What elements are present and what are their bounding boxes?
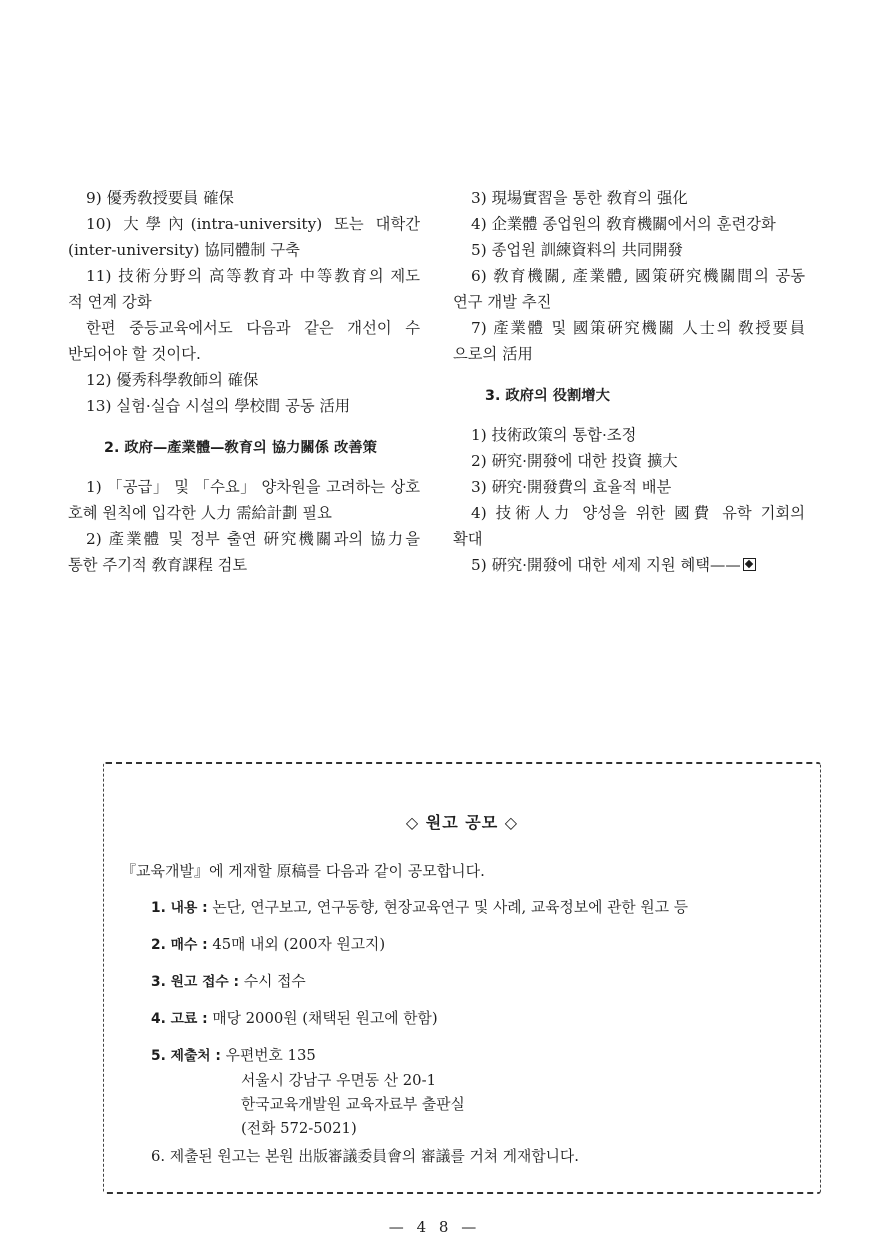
notice-item-fee: [151, 1006, 688, 1032]
item-label: 4. 고료 :: [151, 1011, 208, 1027]
list-item: 9) 優秀敎授要員 確保: [86, 189, 234, 207]
list-item: 4) 技術人力 양성을 위한 國費 유학 기회의: [471, 504, 805, 522]
address-line: (전화 572-5021): [241, 1120, 357, 1137]
item-label: 2. 매수 :: [151, 937, 208, 953]
left-text-column: [68, 185, 420, 578]
item-text: 수시 접수: [243, 973, 306, 990]
item-text: 논단, 연구보고, 연구동향, 현장교육연구 및 사례, 교육정보에 관한 원고 등: [212, 899, 689, 916]
article-end-mark-icon: [743, 558, 756, 571]
list-item: 5) 종업원 訓練資料의 共同開發: [471, 241, 683, 259]
notice-item-content: [151, 895, 688, 921]
address-line: 한국교육개발원 교육자료부 출판실: [241, 1096, 465, 1113]
paragraph-text: 한편 중등교육에서도 다음과 같은 개선이 수: [86, 319, 420, 337]
item-label: 5. 제출처 :: [151, 1048, 221, 1064]
section-heading: 3. 政府의 役割增大: [485, 388, 610, 404]
list-item: 4) 企業體 종업원의 敎育機關에서의 훈련강화: [471, 215, 776, 233]
list-item: 7) 產業體 및 國策硏究機關 人士의 敎授要員: [471, 319, 805, 337]
item-label: 1. 내용 :: [151, 900, 208, 916]
list-item-continuation: 연구 개발 추진: [453, 293, 552, 311]
address-line: 우편번호 135: [225, 1047, 316, 1064]
page-number: — 4 8 —: [388, 1218, 481, 1236]
notice-item-length: [151, 932, 688, 958]
manuscript-call-notice-box: [103, 762, 821, 1194]
list-item-last: [453, 552, 805, 578]
list-item: 2) 產業體 및 정부 출연 硏究機關과의 協力을: [86, 530, 420, 548]
list-item: 1) 技術政策의 통합·조정: [471, 426, 637, 444]
address-line: 서울시 강남구 우면동 산 20-1: [241, 1072, 436, 1089]
notice-title: ◇ 원고 공모 ◇: [405, 813, 519, 832]
list-item: 3) 硏究·開發費의 효율적 배분: [471, 478, 672, 496]
notice-items: [151, 895, 688, 1181]
list-item-continuation: 으로의 活用: [453, 345, 533, 363]
notice-item-review: 6. 제출된 원고는 본원 出版審議委員會의 審議를 거쳐 게재합니다.: [151, 1148, 579, 1165]
section-heading: 2. 政府—產業體—敎育의 協力關係 改善策: [104, 440, 377, 456]
list-item: 13) 실험·실습 시설의 學校間 공동 活用: [86, 397, 351, 415]
paragraph-continuation: 반되어야 할 것이다.: [68, 345, 201, 363]
list-item: 1) 「공급」 및 「수요」 양차원을 고려하는 상호: [86, 478, 420, 496]
list-item: 12) 優秀科學敎師의 確保: [86, 371, 259, 389]
list-item-continuation: (inter-university) 協同體制 구축: [68, 241, 300, 259]
list-item-continuation: 확대: [453, 530, 483, 548]
item-label: 3. 원고 접수 :: [151, 974, 240, 990]
notice-intro: 『교육개발』에 게재할 原稿를 다음과 같이 공모합니다.: [121, 862, 485, 880]
list-item: 2) 硏究·開發에 대한 投資 擴大: [471, 452, 678, 470]
list-item: 6) 敎育機關, 產業體, 國策硏究機關間의 공동: [471, 267, 805, 285]
list-item: 11) 技術分野의 高等教育과 中等教育의 제도: [86, 267, 420, 285]
notice-item-submission: [151, 969, 688, 995]
notice-item-address: [151, 1043, 688, 1069]
list-item-continuation: 적 연계 강화: [68, 293, 152, 311]
list-item-text: 5) 硏究·開發에 대한 세제 지원 혜택——: [471, 556, 741, 574]
item-text: 매당 2000원 (채택된 원고에 한함): [212, 1010, 438, 1027]
list-item: 3) 現場實習을 통한 敎育의 强化: [471, 189, 688, 207]
item-text: 45매 내외 (200자 원고지): [212, 936, 386, 953]
list-item-continuation: 호혜 원칙에 입각한 人力 需給計劃 필요: [68, 504, 332, 522]
list-item-continuation: 통한 주기적 敎育課程 검토: [68, 556, 248, 574]
right-text-column: [453, 185, 805, 578]
list-item: 10) 大學內(intra-university) 또는 대학간: [86, 215, 420, 233]
